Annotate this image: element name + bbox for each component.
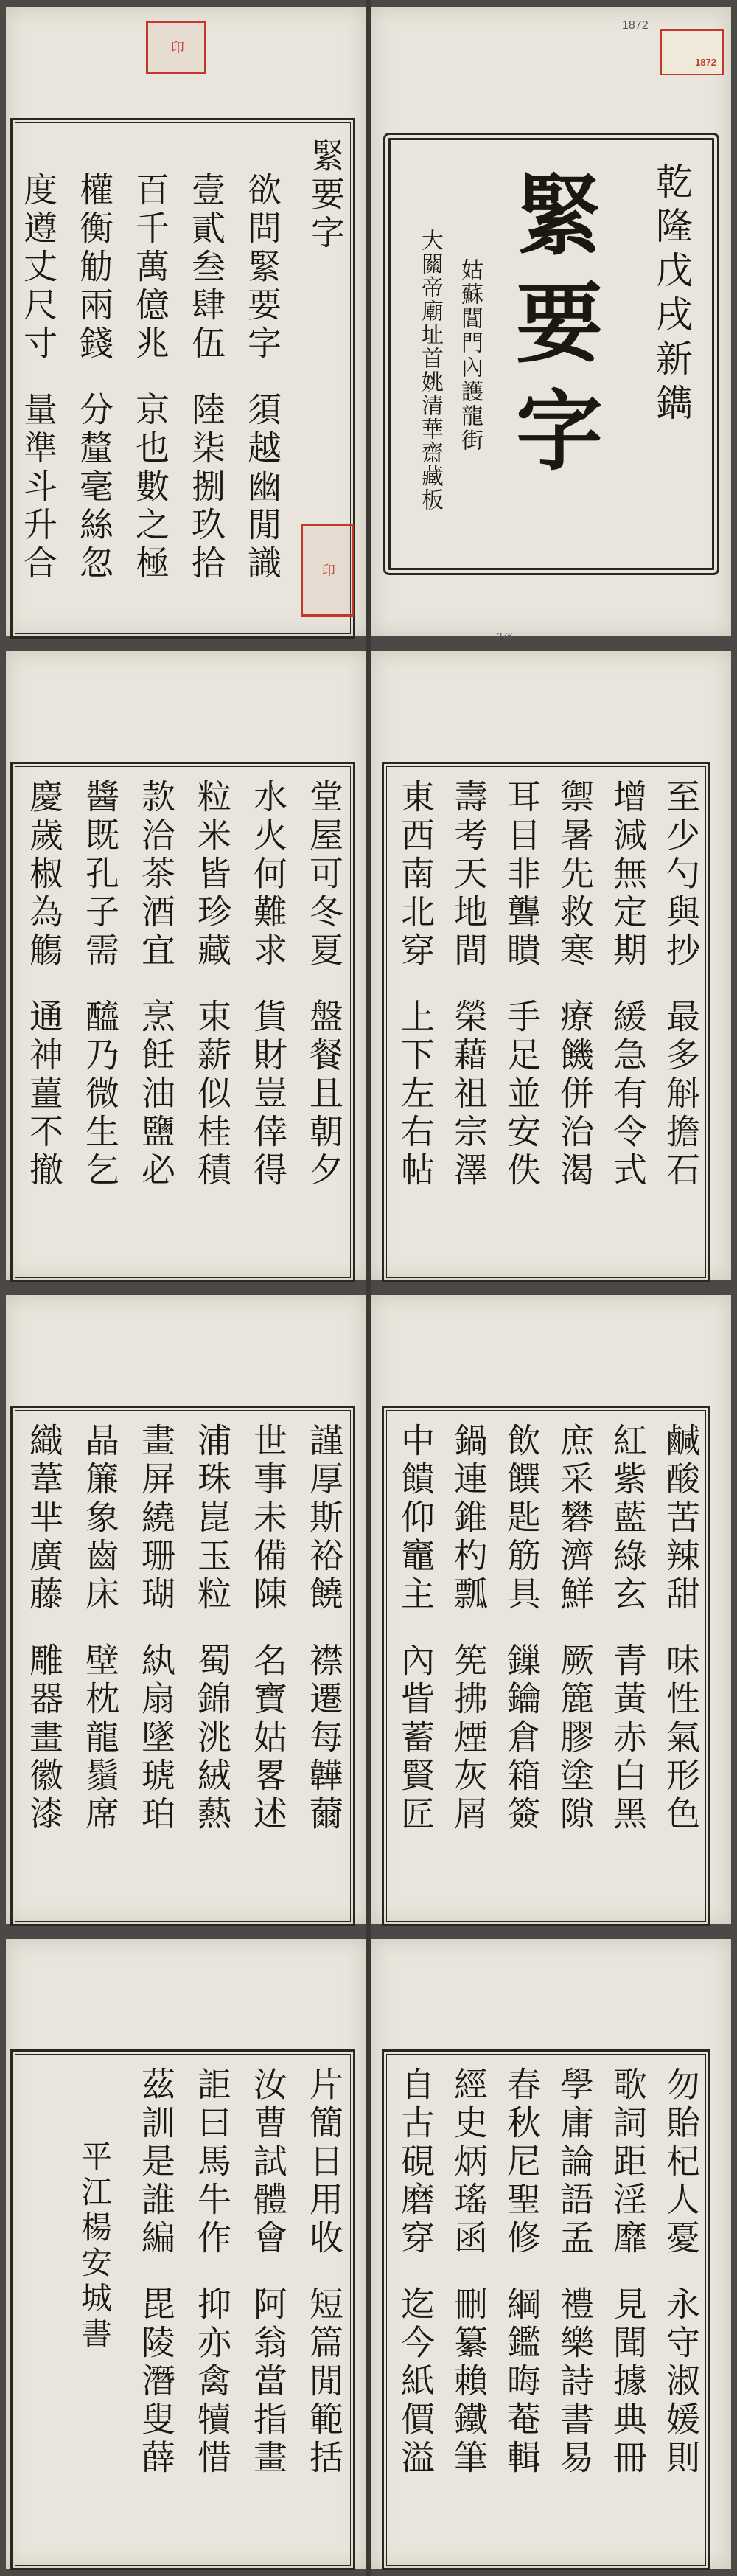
page-heading: 緊要字 bbox=[306, 138, 346, 253]
text-frame bbox=[382, 762, 710, 1282]
text-column: 世事未備陳名寶姑畧述 bbox=[248, 1423, 288, 1834]
text-column: 勿貽杞人憂永守淑媛則 bbox=[661, 2066, 701, 2478]
text-column: 水火何難求貨財豈倖得 bbox=[248, 779, 288, 1190]
text-frame bbox=[10, 762, 355, 1282]
text-column: 度遵丈尺寸量準斗升合 bbox=[18, 172, 58, 583]
page-3 bbox=[6, 651, 366, 1280]
text-column: 紅紫藍綠玄青黃赤白黑 bbox=[608, 1423, 648, 1834]
text-column: 歌詞距淫靡見聞據典冊 bbox=[608, 2066, 648, 2478]
text-column: 東西南北穿上下左右帖 bbox=[396, 779, 436, 1190]
collector-seal-bottom bbox=[301, 524, 354, 617]
text-column: 中饋仰竈主內眥蓄賢匠 bbox=[396, 1423, 436, 1834]
text-column: 春秋尼聖修綱鑑晦菴輯 bbox=[502, 2066, 542, 2478]
text-column: 壽考天地間榮藉祖宗澤 bbox=[449, 779, 489, 1190]
book-fold bbox=[366, 644, 371, 1288]
library-sticker bbox=[660, 29, 724, 75]
spread-1 bbox=[0, 0, 737, 644]
text-frame bbox=[382, 2049, 710, 2570]
publisher-line: 大關帝廟址首姚清華齋藏板 bbox=[417, 229, 443, 512]
book-fold bbox=[366, 1288, 371, 1931]
text-frame bbox=[10, 1406, 355, 1926]
seal-glyph: 印 bbox=[319, 563, 335, 577]
text-column: 晶簾象齒床壁枕龍鬚席 bbox=[80, 1423, 120, 1834]
pencil-note: 276 bbox=[497, 631, 513, 642]
text-column: 壹貳叁肆伍陸柒捌玖拾 bbox=[186, 172, 226, 583]
page-5 bbox=[6, 1295, 366, 1924]
page-1 bbox=[6, 7, 366, 636]
spread-2 bbox=[0, 644, 737, 1288]
text-column: 禦暑先救寒療饑併治渴 bbox=[555, 779, 595, 1190]
text-frame bbox=[382, 1406, 710, 1926]
text-column: 茲訓是誰編毘陵潛叟薛 bbox=[136, 2066, 176, 2478]
book-fold bbox=[366, 1931, 371, 2576]
book-fold bbox=[366, 0, 371, 644]
text-column: 堂屋可冬夏盤餐且朝夕 bbox=[304, 779, 344, 1190]
page-6 bbox=[371, 1939, 731, 2569]
sticker-number: 1872 bbox=[695, 57, 716, 68]
cover-title: 緊要字 bbox=[501, 170, 604, 493]
text-column: 自古硯磨穿迄今紙價溢 bbox=[396, 2066, 436, 2478]
signature: 平江楊安城書 bbox=[77, 2140, 113, 2353]
page-7 bbox=[6, 1939, 366, 2569]
text-column: 經史炳瑤函刪纂賴鐵筆 bbox=[449, 2066, 489, 2478]
edition-line: 乾隆戊戌新鐫 bbox=[650, 162, 693, 428]
text-column: 片簡日用收短篇閒範括 bbox=[304, 2066, 344, 2478]
text-column: 浦珠崑玉粒蜀錦洮絨爇 bbox=[192, 1423, 232, 1834]
page-2 bbox=[371, 651, 731, 1280]
text-column: 款洽茶酒宜烹飪油鹽必 bbox=[136, 779, 176, 1190]
text-column: 權衡觔兩錢分釐毫絲忽 bbox=[74, 172, 114, 583]
text-column: 織葦芈廣藤雕器畫徽漆 bbox=[24, 1423, 64, 1834]
text-frame bbox=[10, 2049, 355, 2570]
publisher-line: 姑蘇閶門內護龍街 bbox=[457, 258, 483, 453]
text-column: 欲問緊要字須越幽閒識 bbox=[242, 172, 282, 583]
text-column: 增減無定期緩急有令式 bbox=[608, 779, 648, 1190]
text-column: 耳目非聾瞶手足並安佚 bbox=[502, 779, 542, 1190]
collector-seal-top bbox=[146, 21, 206, 74]
text-column: 學庸論語孟禮樂詩書易 bbox=[555, 2066, 595, 2478]
text-column: 謹厚斯裕饒襟遷每韡薾 bbox=[304, 1423, 344, 1834]
text-column: 鹹酸苦辣甜味性氣形色 bbox=[661, 1423, 701, 1834]
text-column: 慶歲椒為觴通神薑不撤 bbox=[24, 779, 64, 1190]
text-column: 醬既孔子需醯乃微生乞 bbox=[80, 779, 120, 1190]
text-column: 粒米皆珍藏束薪似桂積 bbox=[192, 779, 232, 1190]
page-4 bbox=[371, 1295, 731, 1924]
text-column: 飲饌匙筋具鏁鑰倉箱簽 bbox=[502, 1423, 542, 1834]
cover-page bbox=[371, 7, 731, 642]
text-column: 百千萬億兆京也數之極 bbox=[130, 172, 170, 583]
pencil-note: 1872 bbox=[622, 19, 649, 32]
text-column: 至少勺與抄最多斛擔石 bbox=[661, 779, 701, 1190]
text-column: 詎曰馬牛作抑亦禽犢惜 bbox=[192, 2066, 232, 2478]
text-column: 畫屏繞珊瑚紈扇墜琥珀 bbox=[136, 1423, 176, 1834]
text-column: 汝曹試體會阿翁當指畫 bbox=[248, 2066, 288, 2478]
spread-4 bbox=[0, 1931, 737, 2576]
seal-glyph: 印 bbox=[168, 41, 184, 54]
text-column: 庶采礬濟鮮厥簏膠塗隙 bbox=[555, 1423, 595, 1834]
text-column: 鍋連錐杓瓢筅拂煙灰屑 bbox=[449, 1423, 489, 1834]
spread-3 bbox=[0, 1288, 737, 1931]
